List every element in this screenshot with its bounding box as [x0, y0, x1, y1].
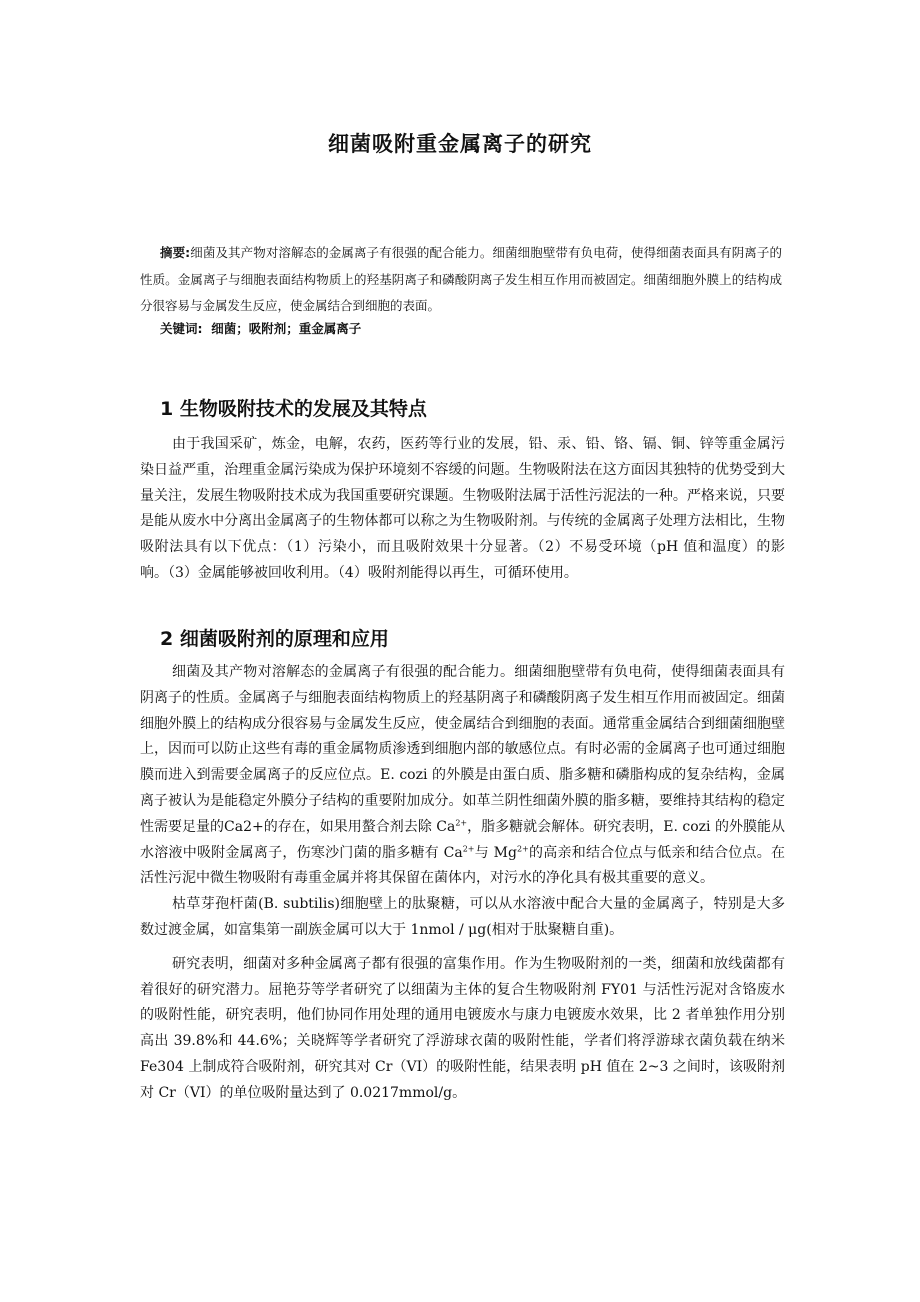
section-heading-2: 2 细菌吸附剂的原理和应用 — [160, 628, 389, 650]
keywords — [160, 318, 361, 340]
superscript: 2+ — [516, 843, 529, 853]
abstract — [140, 240, 782, 320]
section-2-body — [140, 660, 785, 1107]
keywords-label: 关键词: — [160, 321, 203, 336]
superscript: 2+ — [462, 843, 475, 853]
text-run: 的高亲和结合位点与低亲和结合位点。在活性污泥中微生物吸附有毒重金属并将其保留在菌体内，对污水的净化具有极其重要的意义。 — [140, 844, 786, 887]
abstract-text: 细菌及其产物对溶解态的金属离子有很强的配合能力。细菌细胞壁带有负电荷，使得细菌表面具有阴离子的性质。金属离子与细胞表面结构物质上的羟基阴离子和磷酸阴离子发生相互作用而被固定。细菌细胞外膜上的结构成分很容易与金属发生反应，使金属结合到细胞的表面。 — [140, 245, 782, 313]
paragraph — [140, 660, 785, 892]
abstract-label: 摘要: — [160, 245, 191, 260]
keywords-text: 细菌；吸附剂；重金属离子 — [211, 321, 362, 336]
section-1-body — [140, 432, 785, 587]
paragraph: 研究表明，细菌对多种金属离子都有很强的富集作用。作为生物吸附剂的一类，细菌和放线菌都有着很好的研究潜力。屈艳芬等学者研究了以细菌为主体的复合生物吸附剂 FY01 与活性污泥对含铬废水的吸附性能，研究表明，他们协同作用处理的通用电镀废水与康力电镀废水效果，比 2 者单独作用分别高出 39.8%和 44.6%；关晓辉等学者研究了浮游球衣菌的吸附性能，学者们将浮游球衣菌负载在纳米 Fe304 上制成符合吸附剂，研究其对 Cr（VI）的吸附性能，结果表明 pH 值在 2~3 之间时，该吸附剂对 Cr（VI）的单位吸附量达到了 0.0217mmol/g。 — [140, 955, 785, 1101]
superscript: 2+ — [455, 818, 468, 828]
paragraph: 枯草芽孢杆菌(B. subtilis)细胞壁上的肽聚糖，可以从水溶液中配合大量的金属离子，特别是大多数过渡金属，如富集第一副族金属可以大于 1nmol / μg(相对于肽聚糖自重)。 — [140, 896, 785, 938]
text-run: 与 Mg — [474, 844, 517, 861]
section-heading-1: 1 生物吸附技术的发展及其特点 — [160, 398, 427, 420]
text-run: 细菌及其产物对溶解态的金属离子有很强的配合能力。细菌细胞壁带有负电荷，使得细菌表面具有阴离子的性质。金属离子与细胞表面结构物质上的羟基阴离子和磷酸阴离子发生相互作用而被固定。细菌细胞外膜上的结构成分很容易与金属发生反应，使金属结合到细胞的表面。通常重金属结合到细菌细胞壁上，因而可以防止这些有毒的重金属物质渗透到细胞内部的敏感位点。有时必需的金属离子也可通过细胞膜而进入到需要金属离子的反应位点。E. cozi 的外膜是由蛋白质、脂多糖和磷脂构成的复杂结构，金属离子被认为是能稳定外膜分子结构的重要附加成分。如革兰阴性细菌外膜的脂多糖，要维持其结构的稳定性需要足量的Ca2+的存在，如果用螯合剂去除 Ca — [140, 664, 785, 835]
text-run: ，脂多糖就会解体。研究表明，E. cozi 的外膜能从水溶液中吸附金属离子，伤寒沙门菌的脂多糖有 Ca — [140, 818, 785, 861]
paragraph: 由于我国采矿，炼金，电解，农药，医药等行业的发展，铅、汞、铅、铬、镉、铜、锌等重金属污染日益严重，治理重金属污染成为保护环境刻不容缓的问题。生物吸附法在这方面因其独特的优势受到大量关注，发展生物吸附技术成为我国重要研究课题。生物吸附法属于活性污泥法的一种。严格来说，只要是能从废水中分离出金属离子的生物体都可以称之为生物吸附剂。与传统的金属离子处理方法相比，生物吸附法具有以下优点：（1）污染小，而且吸附效果十分显著。（2）不易受环境（pH 值和温度）的影响。（3）金属能够被回收利用。（4）吸附剂能得以再生，可循环使用。 — [140, 436, 785, 581]
page-title: 细菌吸附重金属离子的研究 — [328, 132, 592, 156]
